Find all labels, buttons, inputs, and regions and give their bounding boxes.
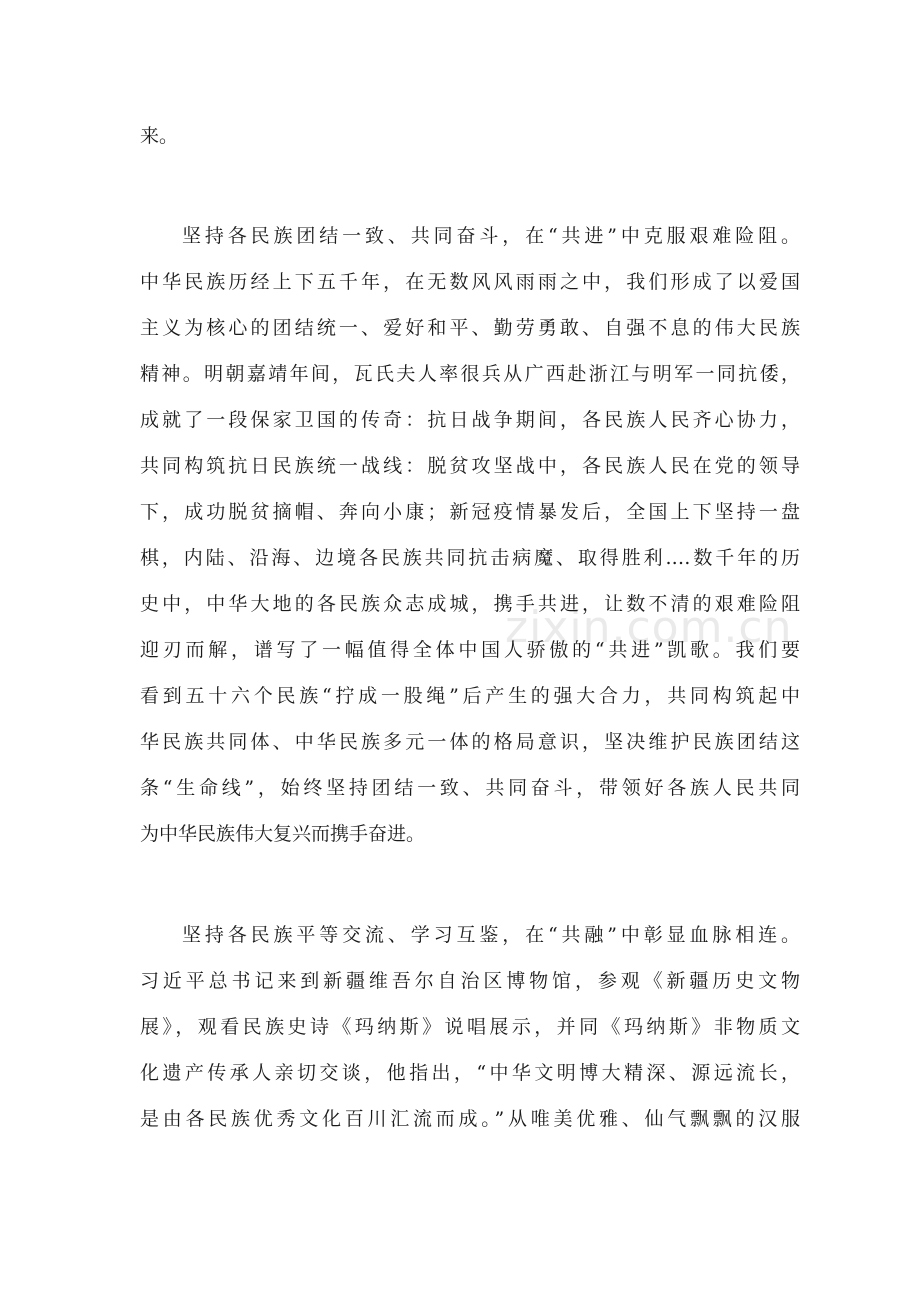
paragraph-2-line-14: 为中华民族伟大复兴而携手奋进。: [140, 823, 426, 845]
paragraph-3-line-4: 化遗产传承人亲切交谈，他指出，“中华文明博大精深、源远流长，: [140, 1062, 800, 1084]
paragraph-3-line-1: 坚持各民族平等交流、学习互鉴，在“共融”中彰显血脉相连。: [182, 924, 800, 946]
paragraph-2-line-6: 共同构筑抗日民族统一战线：脱贫攻坚战中，各民族人民在党的领导: [140, 455, 800, 477]
paragraph-2-line-5: 成就了一段保家卫国的传奇：抗日战争期间，各民族人民齐心协力，: [140, 409, 800, 431]
paragraph-3-line-2: 习近平总书记来到新疆维吾尔自治区博物馆，参观《新疆历史文物: [140, 970, 800, 992]
paragraph-2-line-1: 坚持各民族团结一致、共同奋斗，在“共进”中克服艰难险阻。: [182, 225, 800, 247]
paragraph-2-line-7: 下，成功脱贫摘帽、奔向小康；新冠疫情暴发后，全国上下坚持一盘: [140, 501, 800, 523]
paragraph-2-line-9: 史中，中华大地的各民族众志成城，携手共进，让数不清的艰难险阻: [140, 593, 800, 615]
paragraph-2-line-4: 精神。明朝嘉靖年间，瓦氏夫人率很兵从广西赴浙江与明军一同抗倭，: [140, 363, 800, 385]
paragraph-3-line-3: 展》，观看民族史诗《玛纳斯》说唱展示，并同《玛纳斯》非物质文: [140, 1016, 800, 1038]
paragraph-2-line-2: 中华民族历经上下五千年，在无数风风雨雨之中，我们形成了以爱国: [140, 271, 800, 293]
paragraph-2-line-12: 华民族共同体、中华民族多元一体的格局意识，坚决维护民族团结这: [140, 731, 800, 753]
watermark: zixin.com.cn: [505, 602, 793, 653]
paragraph-2-line-8: 棋，内陆、沿海、边境各民族共同抗击病魔、取得胜利.…数千年的历: [140, 547, 800, 569]
paragraph-2-line-3: 主义为核心的团结统一、爱好和平、勤劳勇敢、自强不息的伟大民族: [140, 317, 800, 339]
paragraph-2-line-11: 看到五十六个民族“拧成一股绳”后产生的强大合力，共同构筑起中: [140, 685, 800, 707]
paragraph-3-line-5: 是由各民族优秀文化百川汇流而成。”从唯美优雅、仙气飘飘的汉服: [140, 1108, 800, 1130]
paragraph-2-line-10: 迎刃而解，谱写了一幅值得全体中国人骄傲的“共进”凯歌。我们要: [140, 639, 800, 661]
paragraph-1-line-1: 来。: [140, 125, 179, 147]
paragraph-2-line-13: 条“生命线”，始终坚持团结一致、共同奋斗，带领好各族人民共同: [140, 777, 800, 799]
